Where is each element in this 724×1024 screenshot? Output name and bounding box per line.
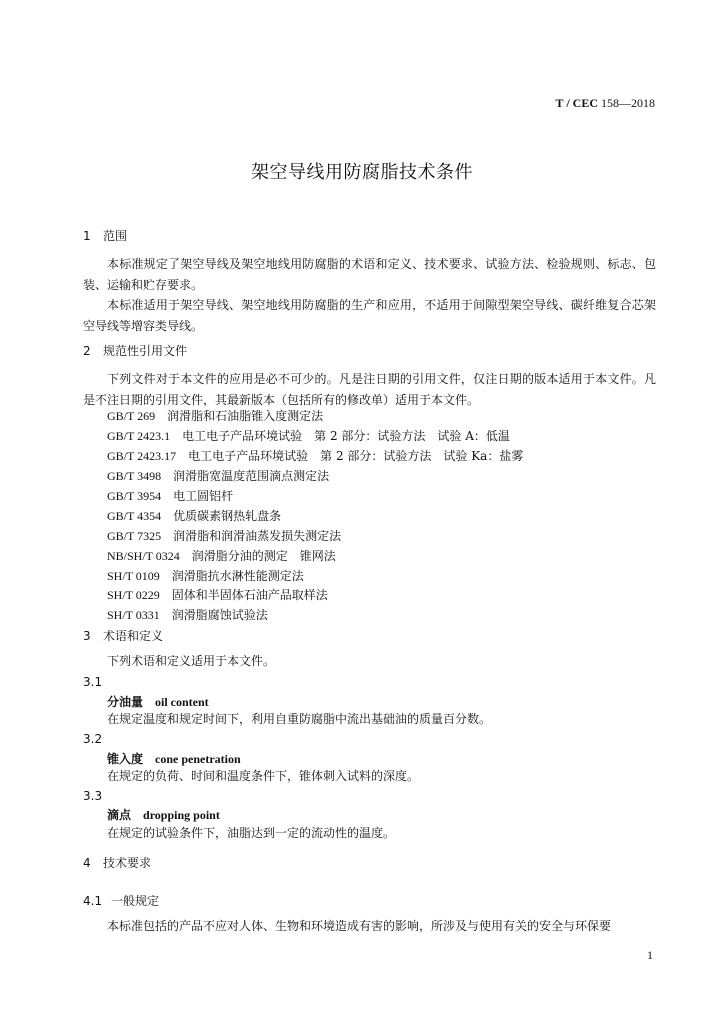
term-entry [107,808,220,822]
reference-title: 电工电子产品环境试验 第 2 部分：试验方法 试验 Ka：盐雾 [188,449,524,463]
reference-item [107,608,268,622]
reference-code: NB/SH/T 0324 [107,549,180,563]
term-en: dropping point [143,808,220,822]
section-3-paragraph-1: 下列术语和定义适用于本文件。 [107,654,276,668]
reference-code: GB/T 3954 [107,489,162,503]
section-number: 1 [83,229,91,243]
section-title: 范围 [103,229,128,243]
section-1-paragraph-2: 本标准适用于架空导线、架空地线用防腐脂的生产和应用，不适用于间隙型架空导线、碳纤维复合芯架空导线等增容类导线。 [83,298,656,333]
reference-item [107,529,341,543]
section-number: 2 [83,344,91,358]
reference-code: SH/T 0109 [107,569,160,583]
reference-item [107,569,304,583]
reference-title: 润滑脂腐蚀试验法 [171,608,268,622]
section-2-heading [83,344,187,358]
section-number: 3 [83,629,91,643]
section-4-heading [83,856,151,870]
reference-item [107,588,328,602]
term-zh: 锥入度 [107,752,144,766]
reference-title: 润滑脂和润滑油蒸发损失测定法 [173,529,342,543]
section-title: 规范性引用文件 [103,344,188,358]
term-en: oil content [155,695,209,709]
reference-code: GB/T 2423.1 [107,429,171,443]
subsection-4-1-heading [83,894,159,908]
reference-item [107,469,329,483]
reference-title: 润滑脂宽温度范围滴点测定法 [173,469,330,483]
section-title: 术语和定义 [103,629,164,643]
section-number: 4 [83,856,91,870]
term-en: cone penetration [155,752,241,766]
subsection-number: 4.1 [83,894,103,908]
section-1-paragraph-1: 本标准规定了架空导线及架空地线用防腐脂的术语和定义、技术要求、试验方法、检验规则、标志、包装、运输和贮存要求。 [83,257,656,292]
standard-code [556,96,655,111]
reference-title: 优质碳素钢热轧盘条 [173,509,282,523]
reference-code: GB/T 4354 [107,509,162,523]
reference-code: SH/T 0229 [107,588,160,602]
reference-title: 润滑脂分油的测定 锥网法 [191,549,336,563]
reference-item [107,409,323,423]
term-entry [107,752,241,766]
reference-item [107,429,510,443]
term-number: 3.1 [83,675,103,689]
term-zh: 分油量 [107,695,144,709]
reference-code: GB/T 2423.17 [107,449,177,463]
standard-code-number: 158—2018 [601,96,655,110]
term-number: 3.3 [83,789,103,803]
section-1-heading [83,229,127,243]
term-definition: 在规定温度和规定时间下，利用自重防腐脂中流出基础油的质量百分数。 [107,712,492,726]
reference-item [107,509,281,523]
term-entry [107,695,209,709]
subsection-title: 一般规定 [111,894,160,908]
reference-item [107,489,233,503]
reference-code: GB/T 269 [107,409,156,423]
reference-code: GB/T 7325 [107,529,162,543]
reference-title: 润滑脂抗水淋性能测定法 [171,569,304,583]
standard-code-prefix: T / CEC [555,96,598,110]
reference-item [107,549,336,563]
section-4-paragraph-1: 本标准包括的产品不应对人体、生物和环境造成有害的影响，所涉及与使用有关的安全与环保要 [107,919,612,933]
reference-title: 电工电子产品环境试验 第 2 部分：试验方法 试验 A：低温 [182,429,510,443]
section-title: 技术要求 [103,856,152,870]
section-3-heading [83,629,163,643]
reference-title: 电工圆铝杆 [173,489,234,503]
reference-title: 固体和半固体石油产品取样法 [171,588,328,602]
term-definition: 在规定的试验条件下，油脂达到一定的流动性的温度。 [107,826,396,840]
document-title: 架空导线用防腐脂技术条件 [251,162,473,183]
section-2-paragraph-1: 下列文件对于本文件的应用是必不可少的。凡是注日期的引用文件，仅注日期的版本适用于本文件。凡是不注日期的引用文件，其最新版本（包括所有的修改单）适用于本文件。 [83,372,656,407]
reference-item [107,449,523,463]
reference-title: 润滑脂和石油脂锥入度测定法 [167,409,324,423]
reference-code: SH/T 0331 [107,608,160,622]
page-number: 1 [647,948,653,962]
reference-code: GB/T 3498 [107,469,162,483]
term-definition: 在规定的负荷、时间和温度条件下，锥体刺入试料的深度。 [107,769,420,783]
term-number: 3.2 [83,732,103,746]
term-zh: 滴点 [107,808,132,822]
